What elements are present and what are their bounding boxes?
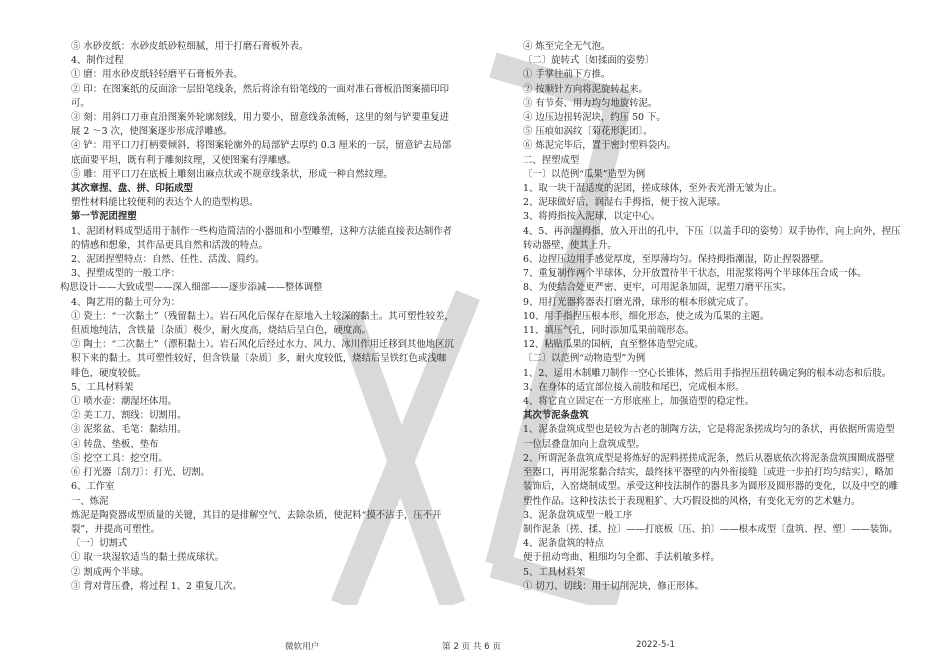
text-line: 二、捏塑成型 <box>523 154 580 166</box>
text-line: ⑤ 雕：用平口刀在底板上雕刻出麻点状或不规章线条状，形成一种自然纹理。 <box>71 168 393 180</box>
text-line: ② 美工刀、割线：切割用。 <box>71 410 187 422</box>
footer-date: 2022-5-1 <box>636 640 676 650</box>
text-line: ① 喷水壶：潮湿坯体用。 <box>71 396 178 408</box>
text-line: ① 取一块湿软适当的黏土搓成球状。 <box>71 552 224 564</box>
text-line: 3、捏塑成型的一般工序： <box>71 268 181 280</box>
text-line: 4、将它直立固定在一方形底座上，加强造型的稳定性。 <box>523 396 754 408</box>
text-line: ⑤ 挖空工具：挖空用。 <box>71 452 168 464</box>
text-line: 4、5、再润湿拇指，放入开出的孔中，下压〔以盖手印的姿势〕双手协作，向上向外，捏压转动器壁，使其上升。 <box>523 225 901 251</box>
text-line: 6、边捏压边用手感觉厚度，至厚薄均匀。保持拇指潮湿，防止捏裂器壁。 <box>523 254 829 266</box>
text-line: ③ 有节奏、用力均匀地旋转泥。 <box>523 97 658 109</box>
text-line: 1、2、运用木制雕刀制作一空心长锥体，然后用手指捏压扭转确定狗的根本动态和后肢。 <box>523 367 892 379</box>
footer-author: 微软用户 <box>285 642 320 652</box>
text-line: 3、泥条盘筑成型一般工序 <box>523 509 633 521</box>
text-line: ⑤ 水砂皮纸：水砂皮纸砂粒细腻，用于打磨石膏板外表。 <box>71 41 309 52</box>
text-line: 5、工具材料架 <box>523 566 586 578</box>
text-line: ① 切刀、切线：用于切削泥块，修正形体。 <box>523 580 705 592</box>
text-line: 5、工具材料架 <box>71 381 134 393</box>
text-line: 1、泥团材料成型适用于制作一些构造简洁的小器皿和小型雕塑，这种方法能直接表达制作者的情感和想象，其作品更具自然和活泼的特点。 <box>71 225 452 251</box>
text-line: 4、泥条盘筑的特点 <box>523 538 604 550</box>
text-line: 塑性材料能比较便利的表达个人的造型构思。 <box>71 197 259 209</box>
text-line: ③ 背对背压叠，将过程 1、2 重复几次。 <box>71 580 242 592</box>
text-line: 12、粘贴瓜果的国柄，直至整体造型完成。 <box>523 339 704 351</box>
text-line: 7、重复制作两个半球体，分开放置待半干状态，用泥浆将两个半球体压合成一体。 <box>523 268 867 280</box>
text-line: 〔一〕以范例“瓜果”造型为例 <box>523 168 646 180</box>
section-heading: 第一节泥团捏塑 <box>71 211 137 223</box>
text-line: 1、取一块干湿适度的泥团，搓成球体，至外表光滑无皱为止。 <box>523 183 783 195</box>
text-line: 制作泥条〔搓、揉、拉〕——打底板〔压、拍〕——根本成型〔盘筑、捏、塑〕——装饰。 <box>523 523 899 535</box>
text-line: 2、泥团捏塑特点：自然、任性、活泼、简约。 <box>71 254 265 266</box>
text-line: ① 瓷土：“一次黏土”（残留黏土）。岩石风化后保存在原地入土较深的黏土。其可塑性较差，但质地纯洁，含铁量〔杂质〕极少，耐火度高，烧结后呈白色，硬度高。 <box>71 310 454 337</box>
text-line: 便于扭动弯曲、粗细均匀全都、手法机敏多样。 <box>523 552 720 564</box>
text-line: ④ 边压边扭转泥块，约压 50 下。 <box>523 112 666 124</box>
text-line: 4、陶艺用的黏土可分为： <box>71 296 181 308</box>
text-line: 1、泥条盘筑成型也是较为古老的制陶方法，它是将泥条搓成均匀的条状，再依据所需造型一位层叠盘加向上盘筑成型。 <box>523 424 895 450</box>
text-line: ⑤ 压痕如涡纹〔菊花形泥团〕。 <box>523 126 653 138</box>
text-line: 〔二〕旋转式〔如揉面的姿势〕 <box>523 55 655 67</box>
text-line: 6、工作室 <box>71 481 115 493</box>
section-heading: 其次章捏、盘、拼、印拓成型 <box>71 183 193 195</box>
text-line: 8、为使结合处更严密、更牢，可用泥条加固，泥塑刀磨平压实。 <box>523 282 792 294</box>
text-line: 9、用打光器将器表打磨光滑，球形的根本形就完成了。 <box>523 296 754 308</box>
text-line: ② 印：在图案纸的反面涂一层铅笔线条，然后将涂有铅笔线的一面对准石膏板沿图案描印印可。 <box>71 83 449 109</box>
text-line: ③ 刻：用斜口刀垂直沿图案外轮廓刻线，用力要小，留意线条流畅，这里的刻与铲要重复进展 2 ～3 次，使图案逐步形成浮雕感。 <box>71 112 449 138</box>
text-line: 2、所谓泥条盘筑成型是将炼好的泥料搓搓成泥条，然后从器底依次将泥条盘筑围圈成器壁至器口，再用泥浆黏合结实，最终抹平器壁的内外衔接缝〔或进一步拍打均匀结实〕，略加装饰后，入窑烧制成型。承受这种技法制作的器具多为圆形及圆形器的变化，以及中空的雕塑性作品。这种技法长于表现粗犷、大巧假设拙的风格，有变化无穷的艺术魅力。 <box>523 452 899 507</box>
text-line: 3、将拇指按入泥球，以定中心。 <box>523 211 661 223</box>
text-line: 构思设计——大致成型——深入细部——逐步添减——整体调整 <box>60 282 323 294</box>
right-column <box>512 40 902 594</box>
text-line: ② 陶土：“二次黏土”（漂积黏土）。岩石风化后经过水力、风力、冰川作用迁移到其他地区沉积下来的黏土。其可塑性较好，但含铁量〔杂质〕多，耐火度较低，烧结后呈铁红色或浅咖啡色，硬度较低。 <box>71 339 454 379</box>
text-line: ② 按顺针方向将泥旋转起来。 <box>523 83 648 95</box>
text-line: ④ 炼至完全无气泡。 <box>523 41 611 52</box>
text-line: ⑥ 炼泥完毕后，置于密封塑料袋内。 <box>523 140 676 152</box>
text-line: 炼泥是陶瓷器成型质量的关键，其目的是排解空气、去除杂质，使泥料“摸不沾手，压不开裂”，并提高可塑性。 <box>71 509 442 535</box>
text-line: 4、制作过程 <box>71 55 124 67</box>
text-line: ② 割成两个半球。 <box>71 566 149 578</box>
text-line: ④ 转盘、垫板、垫布 <box>71 438 159 450</box>
text-line: 2、泥球做好后，润湿右手拇指，便于按入泥球。 <box>523 197 726 209</box>
text-line: ① 磨：用水砂皮纸轻轻磨平石膏板外表。 <box>71 69 243 81</box>
footer-page-number: 第 2 页 共 6 页 <box>442 642 501 652</box>
text-line: 11、填压气孔，同时添加瓜果前端形态。 <box>523 325 695 337</box>
text-line: ④ 铲：用平口刀打柄要倾斜，将图案轮廓外的局部铲去厚约 0.3 厘米的一层，留意铲去局部底面要平坦，既有利于雕刻纹理，又使图案有浮雕感。 <box>71 140 452 166</box>
text-line: 3、在身体的适宜部位接入前肢和尾巴，完成根本形。 <box>523 381 745 393</box>
text-line: 〔二〕以范例“动物造型”为例 <box>523 353 646 365</box>
text-line: ① 手掌往前下方推。 <box>523 69 611 81</box>
text-line: 一、炼泥 <box>71 495 109 507</box>
section-heading: 其次节泥条盘筑 <box>523 410 589 422</box>
text-line: ⑥ 打光器〔刮刀〕：打光、切割。 <box>71 467 210 479</box>
text-line: 10、用手指捏压根本形，细化形态，使之成为瓜果的主题。 <box>523 310 770 322</box>
text-line: 〔一〕切割式 <box>71 538 128 550</box>
left-column <box>60 40 455 594</box>
text-line: ③ 泥浆盆、毛笔：黏结用。 <box>71 424 187 436</box>
